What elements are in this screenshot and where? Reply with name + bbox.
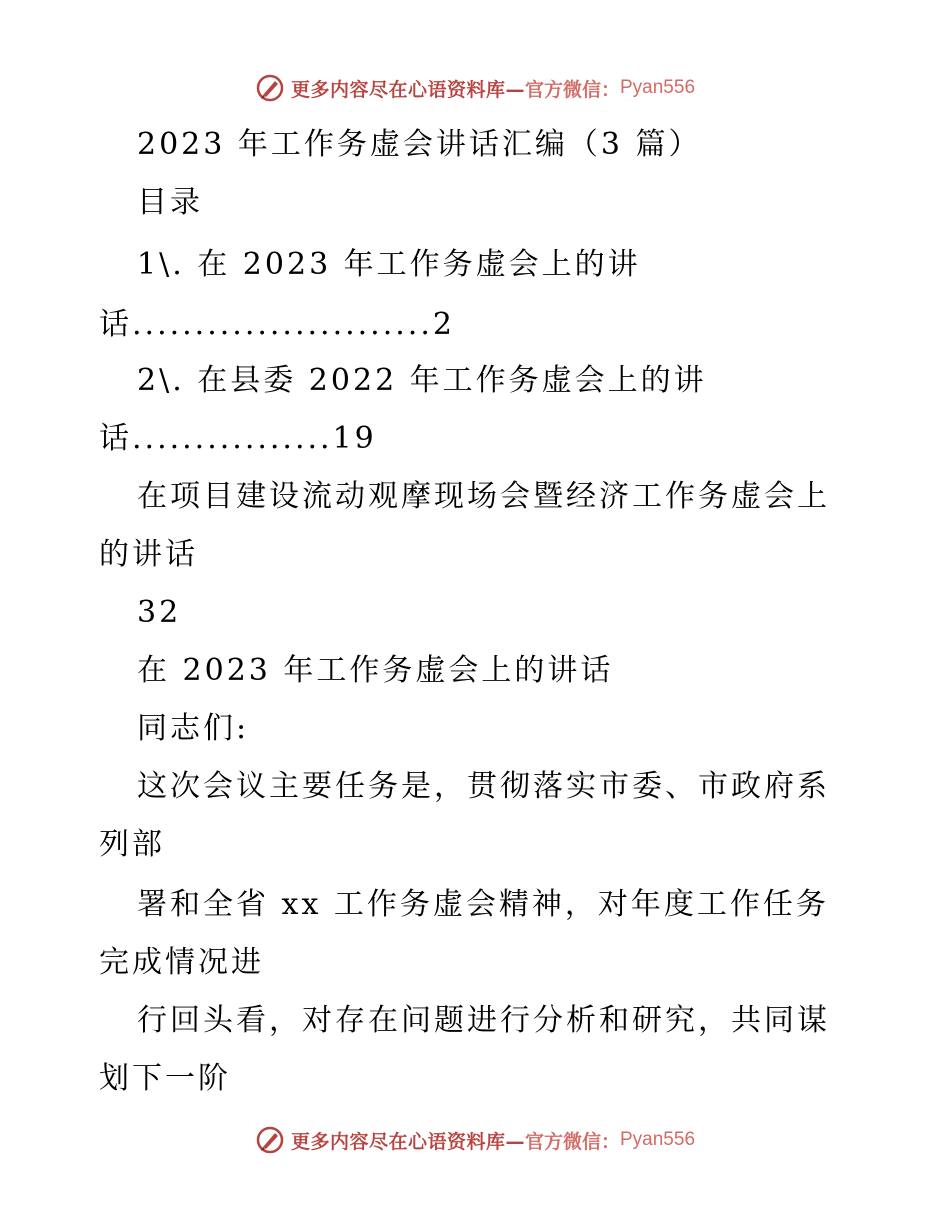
salutation: 同志们: bbox=[137, 711, 250, 746]
banner-wechat-label: 官方微信： bbox=[524, 1130, 620, 1153]
pen-logo-icon bbox=[255, 73, 285, 103]
section-title: 在 2023 年工作务虚会上的讲话 bbox=[137, 653, 614, 688]
banner-wechat-label: 官方微信： bbox=[524, 78, 620, 101]
paragraph-line: 署和全省 xx 工作务虚会精神，对年度工作任务 bbox=[137, 887, 829, 922]
toc-entry-2: 2\. 在县委 2022 年工作务虚会上的讲 bbox=[137, 363, 707, 398]
paragraph-line: 这次会议主要任务是，贯彻落实市委、市政府系 bbox=[137, 769, 830, 804]
paragraph-line: 完成情况进 bbox=[99, 945, 264, 980]
paragraph-line: 划下一阶 bbox=[99, 1061, 231, 1096]
paragraph-line: 行回头看，对存在问题进行分析和研究，共同谋 bbox=[137, 1003, 830, 1038]
footer-banner bbox=[0, 1120, 950, 1160]
banner-wechat-id: Pyan556 bbox=[620, 1129, 696, 1150]
header-banner bbox=[0, 68, 950, 108]
banner-slogan: 更多内容尽在心语资料库— bbox=[290, 1130, 525, 1153]
toc-entry-1-leader: 话........................2 bbox=[99, 307, 455, 342]
paragraph-line: 列部 bbox=[99, 827, 165, 862]
toc-entry-2-leader: 话................19 bbox=[99, 421, 377, 456]
toc-entry-3-page: 32 bbox=[137, 595, 182, 630]
banner-slogan: 更多内容尽在心语资料库— bbox=[290, 78, 525, 101]
toc-entry-3-continued: 的讲话 bbox=[99, 537, 198, 572]
toc-entry-1: 1\. 在 2023 年工作务虚会上的讲 bbox=[137, 247, 641, 282]
pen-logo-icon bbox=[255, 1125, 285, 1155]
toc-entry-3: 在项目建设流动观摩现场会暨经济工作务虚会上 bbox=[137, 479, 830, 514]
document-title: 2023 年工作务虚会讲话汇编（3 篇） bbox=[137, 127, 702, 162]
banner-wechat-id: Pyan556 bbox=[620, 77, 696, 98]
toc-heading: 目录 bbox=[137, 185, 203, 220]
